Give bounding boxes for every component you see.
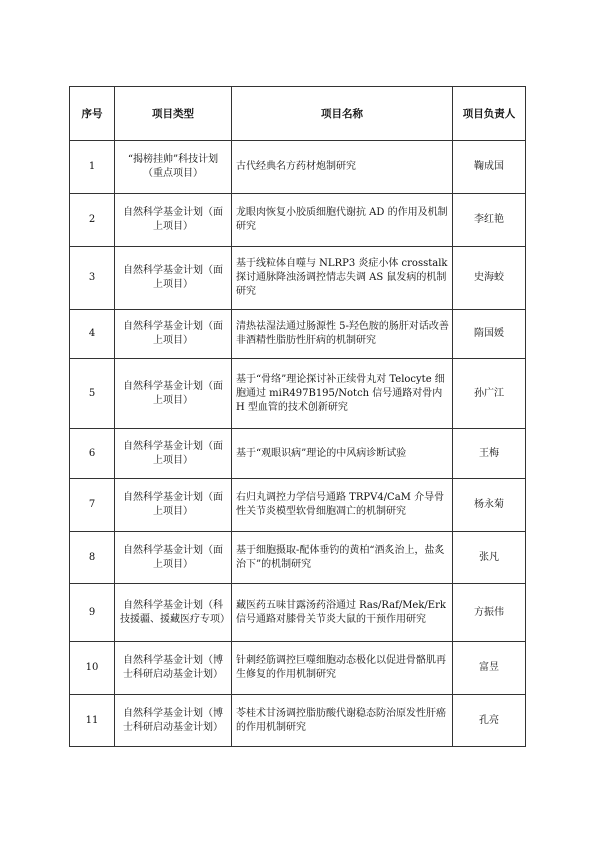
project-leader: 富昱 (453, 642, 526, 695)
project-type: 自然科学基金计划（面上项目） (115, 310, 232, 359)
project-type: 自然科学基金计划（面上项目） (115, 247, 232, 310)
project-name: 古代经典名方药材炮制研究 (232, 141, 453, 194)
row-number: 11 (70, 695, 115, 747)
project-leader: 鞠成国 (453, 141, 526, 194)
project-leader: 方振伟 (453, 584, 526, 642)
project-name: 基于“观眼识病”理论的中风病诊断试验 (232, 429, 453, 479)
project-leader: 史海蛟 (453, 247, 526, 310)
project-type: 自然科学基金计划（博士科研启动基金计划） (115, 695, 232, 747)
project-leader: 孙广江 (453, 359, 526, 429)
table-row (70, 642, 526, 695)
project-type: 自然科学基金计划（博士科研启动基金计划） (115, 642, 232, 695)
table-row (70, 532, 526, 584)
project-type: “揭榜挂帅”科技计划（重点项目） (115, 141, 232, 194)
project-name: 针刺经筋调控巨噬细胞动态极化以促进骨骼肌再生修复的作用机制研究 (232, 642, 453, 695)
project-name: 清热祛湿法通过肠源性 5-羟色胺的肠肝对话改善非酒精性脂肪性肝病的机制研究 (232, 310, 453, 359)
table-row (70, 310, 526, 359)
project-leader: 张凡 (453, 532, 526, 584)
project-name: 藏医药五味甘露汤药浴通过 Ras/Raf/Mek/Erk 信号通路对膝骨关节炎大鼠的干预作用研究 (232, 584, 453, 642)
project-leader: 隋国媛 (453, 310, 526, 359)
project-name: 龙眼肉恢复小胶质细胞代谢抗 AD 的作用及机制研究 (232, 194, 453, 247)
project-leader: 孔亮 (453, 695, 526, 747)
header-no: 序号 (70, 87, 115, 141)
row-number: 5 (70, 359, 115, 429)
project-table (69, 86, 526, 747)
table-row (70, 247, 526, 310)
project-name: 苓桂术甘汤调控脂肪酸代谢稳态防治原发性肝癌的作用机制研究 (232, 695, 453, 747)
project-name: 右归丸调控力学信号通路 TRPV4/CaM 介导骨性关节炎模型软骨细胞凋亡的机制研究 (232, 479, 453, 532)
project-leader: 王梅 (453, 429, 526, 479)
project-type: 自然科学基金计划（面上项目） (115, 359, 232, 429)
table-row (70, 141, 526, 194)
table-row (70, 429, 526, 479)
table-header (70, 87, 526, 141)
project-type: 自然科学基金计划（面上项目） (115, 532, 232, 584)
project-leader: 李红艳 (453, 194, 526, 247)
table-row (70, 695, 526, 747)
project-type: 自然科学基金计划（面上项目） (115, 479, 232, 532)
table-row (70, 194, 526, 247)
row-number: 7 (70, 479, 115, 532)
header-row (70, 87, 526, 141)
row-number: 9 (70, 584, 115, 642)
row-number: 8 (70, 532, 115, 584)
project-type: 自然科学基金计划（科技援疆、援藏医疗专项） (115, 584, 232, 642)
project-type: 自然科学基金计划（面上项目） (115, 194, 232, 247)
row-number: 3 (70, 247, 115, 310)
header-leader: 项目负责人 (453, 87, 526, 141)
project-name: 基于细胞摄取-配体垂钓的黄柏“酒炙治上，盐炙治下”的机制研究 (232, 532, 453, 584)
project-name: 基于“骨络”理论探讨补正续骨丸对 Telocyte 细胞通过 miR497B195/Notch 信号通路对骨内 H 型血管的技术创新研究 (232, 359, 453, 429)
table-body (70, 141, 526, 747)
row-number: 2 (70, 194, 115, 247)
row-number: 4 (70, 310, 115, 359)
project-name: 基于线粒体自噬与 NLRP3 炎症小体 crosstalk 探讨通脉降浊汤调控情志失调 AS 鼠发病的机制研究 (232, 247, 453, 310)
row-number: 10 (70, 642, 115, 695)
row-number: 6 (70, 429, 115, 479)
project-type: 自然科学基金计划（面上项目） (115, 429, 232, 479)
project-leader: 杨永菊 (453, 479, 526, 532)
row-number: 1 (70, 141, 115, 194)
table-row (70, 479, 526, 532)
header-type: 项目类型 (115, 87, 232, 141)
table-row (70, 584, 526, 642)
table-row (70, 359, 526, 429)
header-name: 项目名称 (232, 87, 453, 141)
